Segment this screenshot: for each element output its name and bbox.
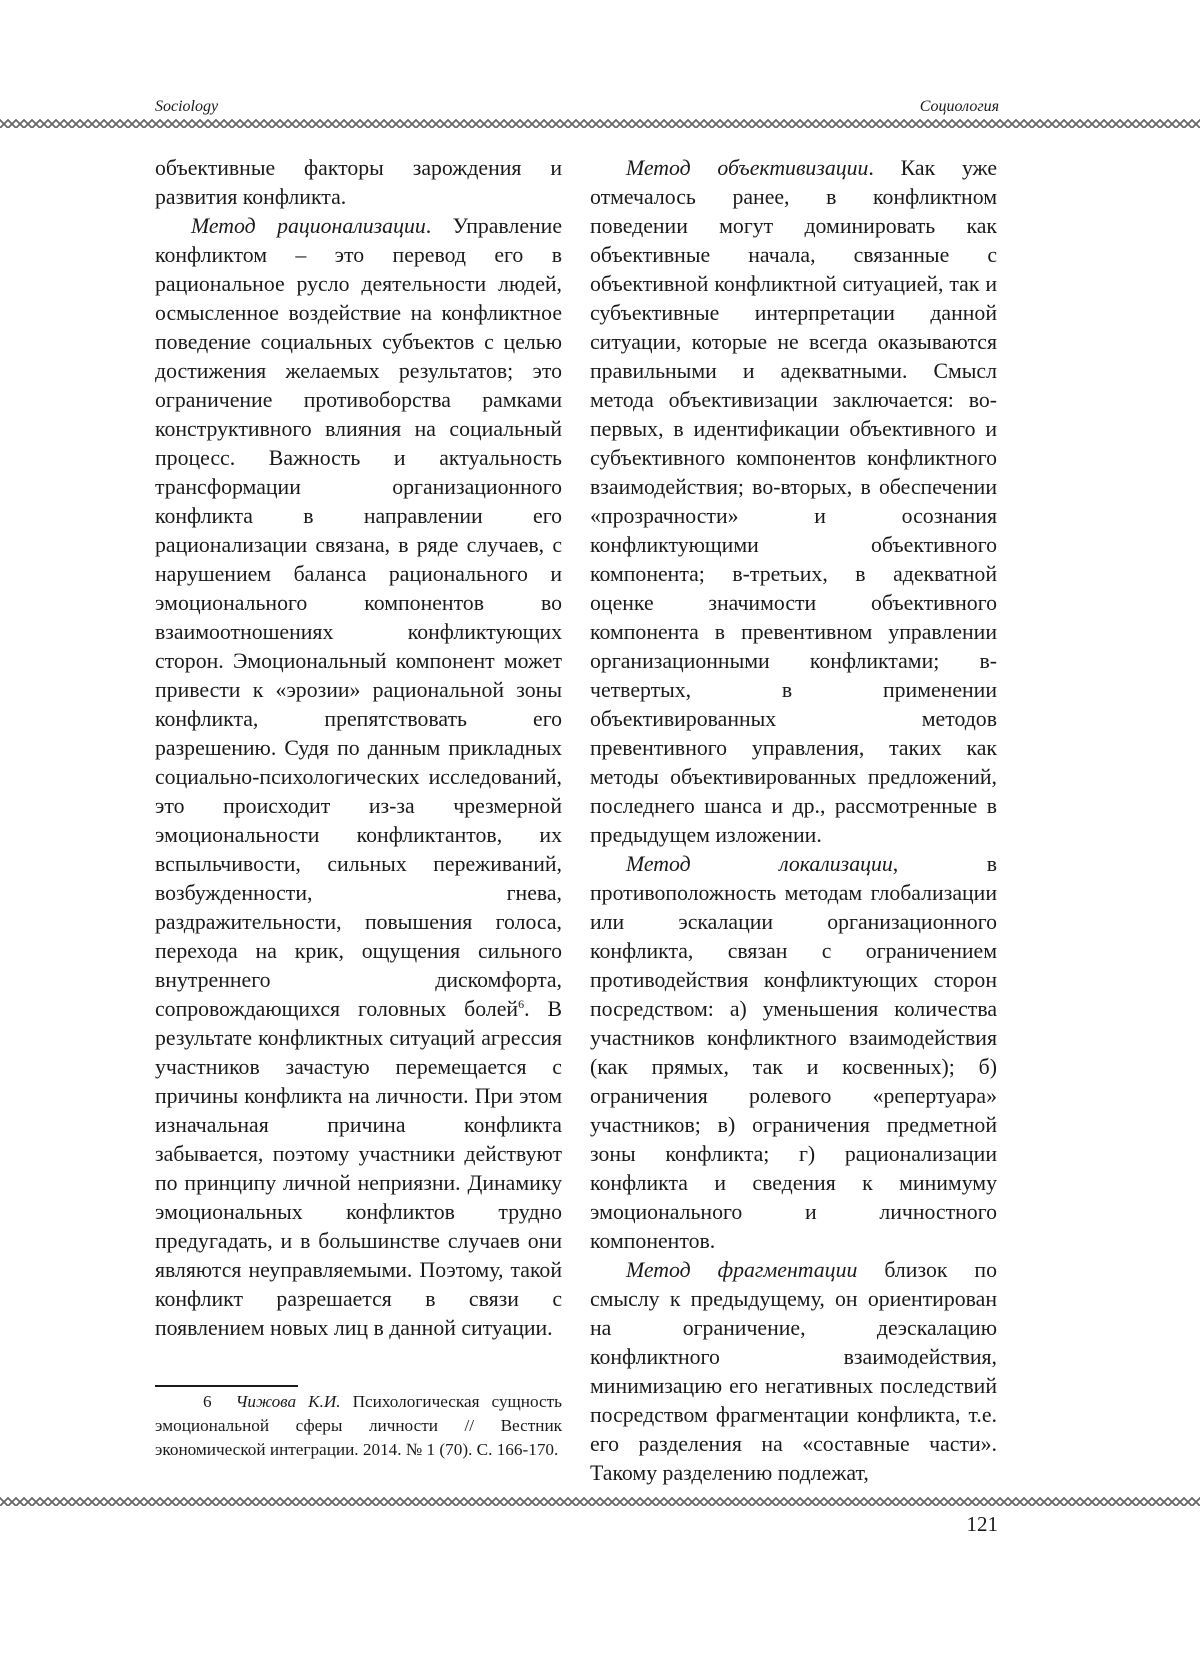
right-paragraph-1-text: . Как уже отмечалось ранее, в конфликтном поведении могут доминировать как объективные начала, связанные с объективной конфликтной ситуацией, так и субъективные интерпретации данной ситуации, которые не всегда оказываются правильными и адекватными. Смысл метода объективизации заключается: во-первых, в идентификации объективного и субъективного компонентов конфликтного взаимодействия; во-вторых, в обеспечении «прозрачности» и осознания конфликтующими объективного компонента; в-третьих, в адекватной оценке значимости объективного компонента в превентивном управлении организационными конфликтами; в-четвертых, в применении объективированных методов превентивного управления, таких как методы объективированных предложений, последнего шанса и др., рассмотренные в предыдущем изложении. — [590, 156, 997, 847]
right-column — [590, 154, 997, 1488]
right-paragraph-3 — [590, 1256, 997, 1488]
left-paragraph-2-text-a: . Управление конфликтом – это перевод его в рациональное русло деятельности людей, осмысленное воздействие на конфликтное поведение социальных субъектов с целью достижения желаемых результатов; это ограничение противоборства рамками конструктивного влияния на социальный процесс. Важность и актуальность трансформации организационного конфликта в направлении его рационализации связана, в ряде случаев, с нарушением баланса рационального и эмоционального компонентов во взаимоотношениях конфликтующих сторон. Эмоциональный компонент может привести к «эрозии» рациональной зоны конфликта, препятствовать его разрешению. Судя по данным прикладных социально-психологических исследований, это происходит из-за чрезмерной эмоциональности конфликтантов, их вспыльчивости, сильных переживаний, возбужденности, гнева, раздражительности, повышения голоса, перехода на крик, ощущения сильного внутреннего дискомфорта, сопровождающихся головных болей — [155, 214, 562, 1021]
method-title-fragmentation: Метод фрагментации — [626, 1258, 858, 1282]
method-title-objectivization: Метод объективизации — [626, 156, 869, 180]
footnote-author: Чижова К.И. — [235, 1392, 341, 1411]
method-title-rationalization: Метод рационализации — [191, 214, 426, 238]
left-paragraph-2-text-b: . В результате конфликтных ситуаций агрессия участников зачастую перемещается с причины конфликта на личности. При этом изначальная причина конфликта забывается, поэтому участники действуют по принципу личной неприязни. Динамику эмоциональных конфликтов трудно предугадать, и в большинстве случаев они являются неуправляемыми. Поэтому, такой конфликт разрешается в связи с появлением новых лиц в данной ситуации. — [155, 997, 562, 1340]
right-paragraph-1 — [590, 154, 997, 850]
footnote-separator — [155, 1385, 298, 1387]
footnote-number: 6 — [203, 1392, 212, 1411]
header-journal-section-ru: Социология — [919, 98, 999, 115]
page-number: 121 — [966, 1512, 998, 1536]
left-column — [155, 154, 562, 1343]
right-paragraph-2-text: , в противоположность методам глобализации или эскалации организационного конфликта, связан с ограничением противодействия конфликтующих сторон посредством: а) уменьшения количества участников конфликтного взаимодействия (как прямых, так и косвенных); б) ограничения ролевого «репертуара» участников; в) ограничения предметной зоны конфликта; г) рационализации конфликта и сведения к минимуму эмоционального и личностного компонентов. — [590, 852, 997, 1253]
footnote — [155, 1390, 562, 1462]
method-title-localization: Метод локализации — [626, 852, 893, 876]
left-paragraph-2 — [155, 212, 562, 1343]
footnote-text: Психологическая сущность эмоциональной сферы личности // Вестник экономической интеграции. 2014. № 1 (70). С. 166-170. — [155, 1392, 562, 1459]
footnote-ref[interactable]: 6 — [518, 997, 525, 1011]
right-paragraph-3-text: близок по смыслу к предыдущему, он ориентирован на ограничение, деэскалацию конфликтного взаимодействия, минимизацию его негативных последствий посредством фрагментации конфликта, т.е. его разделения на «составные части». Такому разделению подлежат, — [590, 1258, 997, 1485]
bottom-ornamental-border — [0, 1496, 1200, 1506]
left-paragraph-1: объективные факторы зарождения и развития конфликта. — [155, 156, 562, 209]
header-journal-section-en: Sociology — [155, 98, 219, 115]
right-paragraph-2 — [590, 850, 997, 1256]
top-ornamental-border — [0, 118, 1200, 128]
